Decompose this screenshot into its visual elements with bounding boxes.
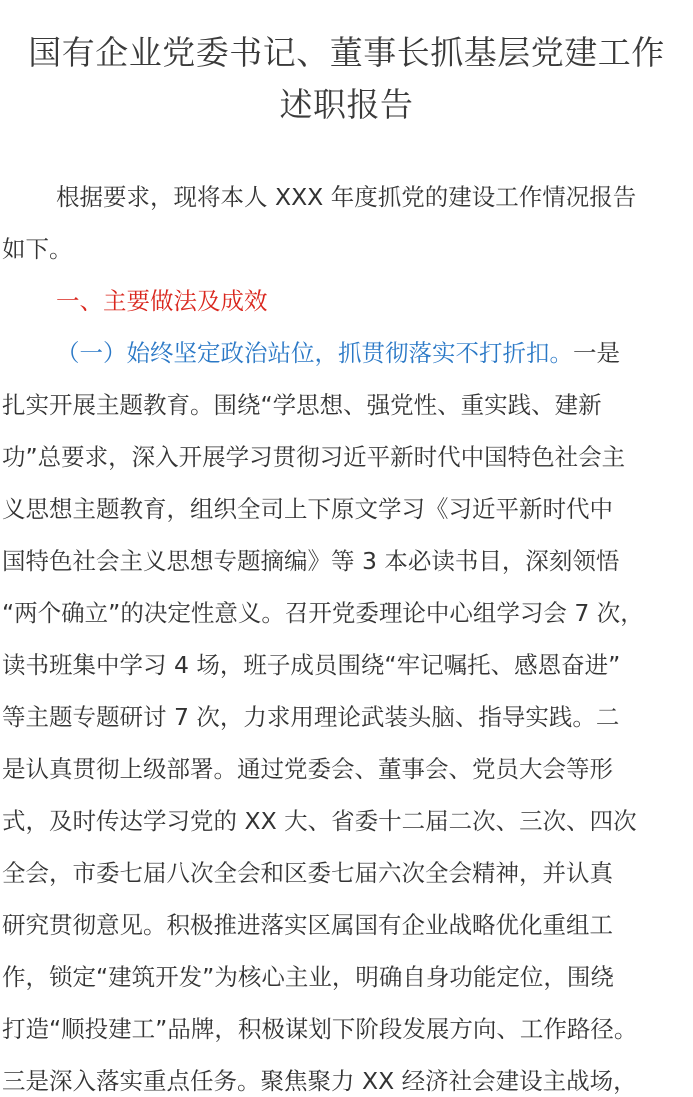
- paragraph-line: 式，及时传达学习党的 XX 大、省委十二届二次、三次、四次: [2, 807, 637, 835]
- paragraph-line: 等主题专题研讨 7 次，力求用理论武装头脑、指导实践。二: [2, 703, 620, 731]
- paragraph-line: 打造“顺投建工”品牌，积极谋划下阶段发展方向、工作路径。: [2, 1015, 638, 1043]
- paragraph-line: 三是深入落实重点任务。聚焦聚力 XX 经济社会建设主战场，: [2, 1067, 637, 1095]
- intro-line-2: 如下。: [2, 235, 73, 263]
- subsection-heading-1: （一）始终坚定政治站位，抓贯彻落实不打折扣。: [56, 339, 573, 367]
- paragraph-line: 是认真贯彻上级部署。通过党委会、董事会、党员大会等形: [2, 755, 613, 783]
- paragraph-line: 功”总要求，深入开展学习贯彻习近平新时代中国特色社会主: [2, 443, 626, 471]
- document-body: [0, 171, 693, 1097]
- subsection-first-line: [2, 327, 691, 379]
- intro-line-1: 根据要求，现将本人 XXX 年度抓党的建设工作情况报告: [56, 183, 637, 211]
- paragraph-line: 国特色社会主义思想专题摘编》等 3 本必读书目，深刻领悟: [2, 547, 620, 575]
- title-line-1: 国有企业党委书记、董事长抓基层党建工作: [28, 33, 665, 72]
- paragraph-line: “两个确立”的决定性意义。召开党委理论中心组学习会 7 次，: [2, 599, 644, 627]
- paragraph-line: 全会，市委七届八次全会和区委七届六次全会精神，并认真: [2, 859, 613, 887]
- subsection-first-line-rest: 一是: [573, 339, 620, 367]
- paragraph-line: 扎实开展主题教育。围绕“学思想、强党性、重实践、建新: [2, 391, 602, 419]
- title-line-2: 述职报告: [279, 85, 414, 124]
- paragraph-line: 作，锁定“建筑开发”为核心主业，明确自身功能定位，围绕: [2, 963, 614, 991]
- document-title: [0, 0, 693, 131]
- section-heading-1: 一、主要做法及成效: [56, 287, 268, 315]
- paragraph-line: 义思想主题教育，组织全司上下原文学习《习近平新时代中: [2, 495, 613, 523]
- paragraph-line: 研究贯彻意见。积极推进落实区属国有企业战略优化重组工: [2, 911, 613, 939]
- paragraph-line: 读书班集中学习 4 场，班子成员围绕“牢记嘱托、感恩奋进”: [2, 651, 621, 679]
